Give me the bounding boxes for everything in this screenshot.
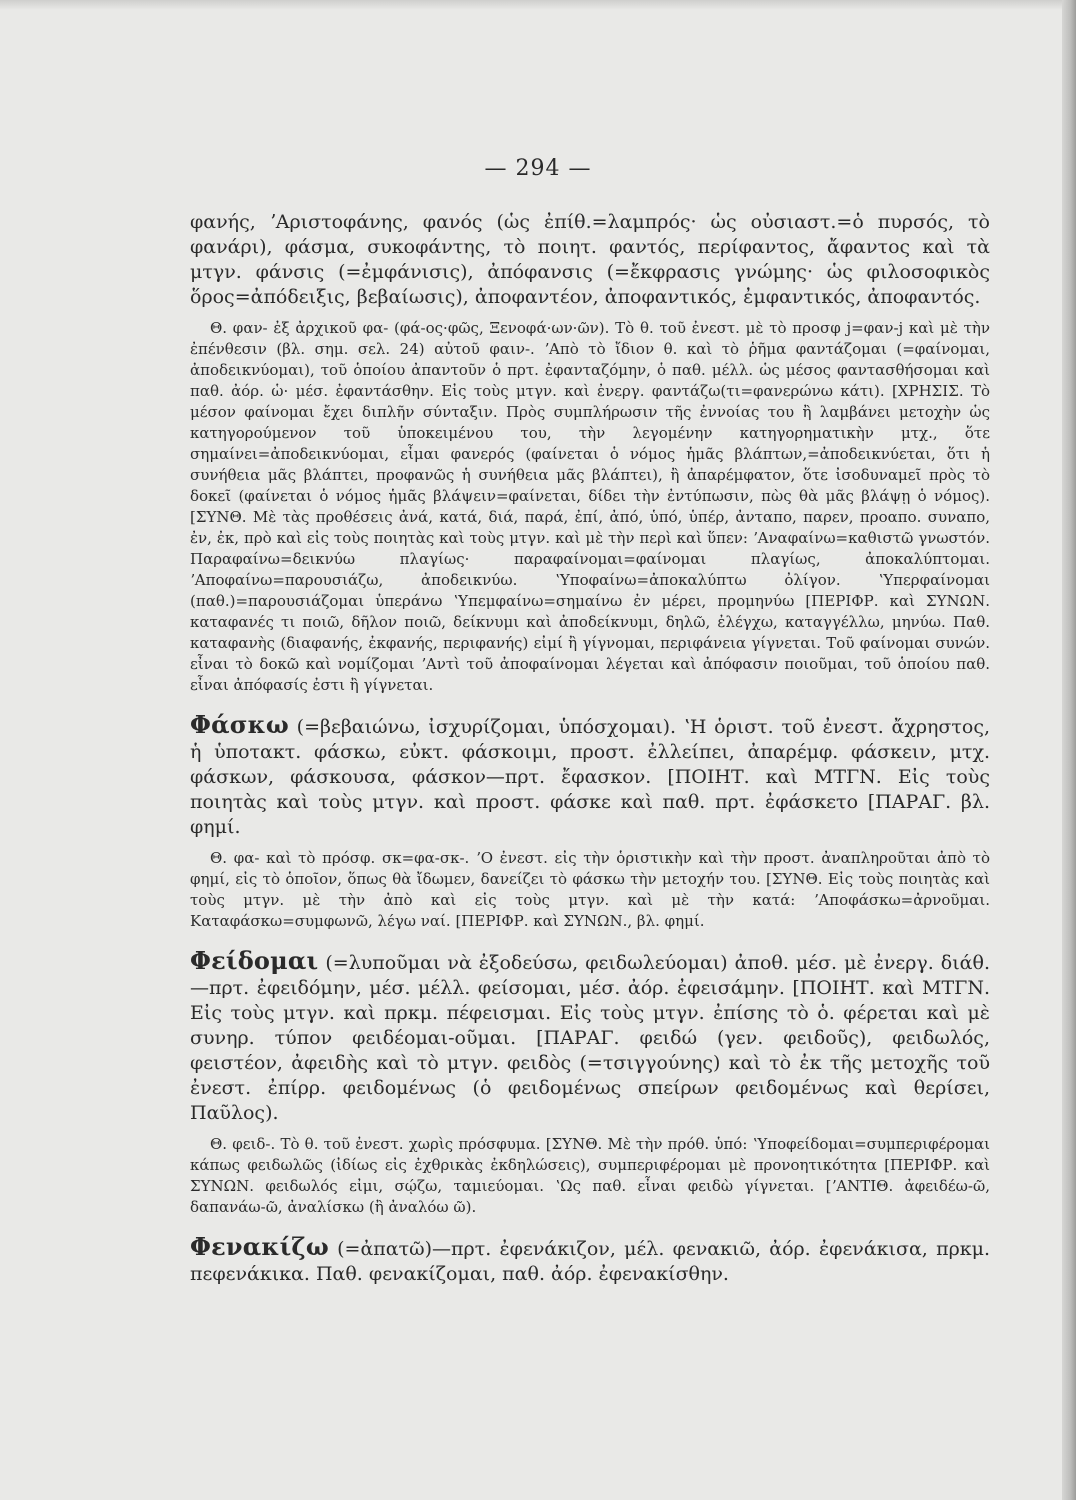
- entry-body-text: (=λυποῦμαι νὰ ἐξοδεύσω, φειδωλεύομαι) ἀποθ. μέσ. μὲ ἐνεργ. διάθ.—πρτ. ἐφειδόμην, μέσ. μέλλ. φείσομαι, μέσ. ἀόρ. ἐφεισάμην. [ΠΟΙΗΤ. καὶ ΜΤΓΝ. Εἰς τοὺς μτγν. καὶ πρκμ. πέφεισμαι. Εἰς τοὺς μτγν. ἐπίσης τὸ ὁ. φέρεται καὶ μὲ συνηρ. τύπον φειδέομαι-οῦμαι. [ΠΑΡΑΓ. φειδώ (γεν. φειδοῦς), φειδωλός, φειστέον, ἀφειδὴς καὶ τὸ μτγν. φειδὸς (=τσιγγούνης) καὶ τὸ ἐκ τῆς μετοχῆς τοῦ ἐνεστ. ἐπίρρ. φειδομένως (ὁ φειδομένως σπείρων φειδομένως καὶ θερίσει, Παῦλος).: [190, 952, 990, 1124]
- entry-headword: Φάσκω: [190, 710, 289, 739]
- entry-body-text: (=βεβαιώνω, ἰσχυρίζομαι, ὑπόσχομαι). ʽΗ ὁριστ. τοῦ ἐνεστ. ἄχρηστος, ἡ ὑποτακτ. φάσκω, εὐκτ. φάσκοιμι, προστ. ἐλλείπει, ἀπαρέμφ. φάσκειν, μτχ. φάσκων, φάσκουσα, φάσκον—πρτ. ἔφασκον. [ΠΟΙΗΤ. καὶ ΜΤΓΝ. Εἰς τοὺς ποιητὰς καὶ τοὺς μτγν. καὶ προστ. φάσκε καὶ παθ. πρτ. ἐφάσκετο [ΠΑΡΑΓ. βλ. φημί.: [190, 716, 991, 838]
- entry-phasko: [190, 712, 990, 840]
- entry-continuation-body: [190, 210, 990, 310]
- entry-phasko-etymology: Θ. φα- καὶ τὸ πρόσφ. σκ=φα-σκ-. ʼΟ ἐνεστ. εἰς τὴν ὁριστικὴν καὶ τὴν προστ. ἀναπληροῦται ἀπὸ τὸ φημί, εἰς τὸ ὁποῖον, ὅπως θὰ ἴδωμεν, δανείζει τὸ φάσκω τὴν μετοχήν του. [ΣΥΝΘ. Εἰς τοὺς ποιητὰς καὶ τοὺς μτγν. μὲ τὴν ἀπὸ καὶ εἰς τοὺς μτγν. καὶ μὲ τὴν κατά: ʼΑποφάσκω=ἀρνοῦμαι. Καταφάσκω=συμφωνῶ, λέγω ναί. [ΠΕΡΙΦΡ. καὶ ΣΥΝΩΝ., βλ. φημί.: [190, 849, 990, 930]
- page-number: — 294 —: [484, 156, 592, 181]
- entry-body-text: (=ἀπατῶ)—πρτ. ἐφενάκιζον, μέλ. φενακιῶ, ἀόρ. ἐφενάκισα, πρκμ. πεφενάκικα. Παθ. φενακίζομαι, παθ. ἀόρ. ἐφενακίσθην.: [190, 1238, 990, 1285]
- entry-continuation-text: φανής, ʼΑριστοφάνης, φανός (ὡς ἐπίθ.=λαμπρός· ὡς οὐσιαστ.=ὁ πυρσός, τὸ φανάρι), φάσμα, συκοφάντης, τὸ ποιητ. φαντός, περίφαντος, ἄφαντος καὶ τὰ μτγν. φάνσις (=ἐμφάνισις), ἀπόφανσις (=ἔκφρασις γνώμης· ὡς φιλοσοφικὸς ὅρος=ἀπόδειξις, βεβαίωσις), ἀποφαντέον, ἀποφαντικός, ἐμφαντικός, ἀποφαντός.: [190, 211, 990, 308]
- dictionary-column: [190, 210, 990, 1295]
- entry-phenakizo: [190, 1234, 990, 1287]
- page-right-edge: [1062, 0, 1076, 1500]
- entry-headword: Φείδομαι: [190, 946, 319, 975]
- entry-continuation-etymology: Θ. φαν- ἐξ ἀρχικοῦ φα- (φά-ος·φῶς, Ξενοφά·ων·ῶν). Τὸ θ. τοῦ ἐνεστ. μὲ τὸ προσφ j=φαν-j καὶ μὲ τὴν ἐπένθεσιν (βλ. σημ. σελ. 24) αὐτοῦ φαιν-. ʼΑπὸ τὸ ἴδιον θ. καὶ τὸ ῥῆμα φαντάζομαι (=φαίνομαι, ἀποδεικνύομαι), τοῦ ὁποίου ἀπαντοῦν ὁ πρτ. ἐφανταζόμην, ὁ παθ. μέλλ. ὡς μέσος φαντασθήσομαι καὶ παθ. ἀόρ. ὡ· μέσ. ἐφαντάσθην. Εἰς τοὺς μτγν. καὶ ἐνεργ. φαντάζω(τι=φανερώνω κάτι). [ΧΡΗΣΙΣ. Τὸ μέσον φαίνομαι ἔχει διπλῆν σύνταξιν. Πρὸς συμπλήρωσιν τῆς ἐννοίας του ἢ λαμβάνει μετοχὴν ὡς κατηγορούμενον τοῦ ὑποκειμένου του, τὴν λεγομένην κατηγορηματικὴν μτχ., ὅτε σημαίνει=ἀποδεικνύομαι, εἶμαι φανερός (φαίνεται ὁ νόμος ἡμᾶς βλάπτων,=ἀποδεικνύεται, ὅτι ἡ συνήθεια μᾶς βλάπτει, προφανῶς ἡ συνήθεια μᾶς βλάπτει), ἢ ἀπαρέμφατον, ὅτε ἰσοδυναμεῖ πρὸς τὸ δοκεῖ (φαίνεται ὁ νόμος ἡμᾶς βλάψειν=φαίνεται, δίδει τὴν ἐντύπωσιν, πὼς θὰ μᾶς βλάψῃ ὁ νόμος). [ΣΥΝΘ. Μὲ τὰς προθέσεις ἀνά, κατά, διά, παρά, ἐπί, ἀπό, ὑπό, ὑπέρ, ἀνταπο, παρεν, προαπο. συναπο, ἐν, ἐκ, πρὸ καὶ εἰς τοὺς ποιητὰς καὶ τοὺς μτγν. καὶ μὲ τὴν περὶ καὶ ὕπεν: ʼΑναφαίνω=καθιστῶ γνωστόν. Παραφαίνω=δεικνύω πλαγίως· παραφαίνομαι=φαίνομαι πλαγίως, ἀποκαλύπτομαι. ʼΑποφαίνω=παρουσιάζω, ἀποδεικνύω. ʽΥποφαίνω=ἀποκαλύπτω ὀλίγον. ʽΥπερφαίνομαι (παθ.)=παρουσιάζομαι ὑπεράνω ʽΥπεμφαίνω=σημαίνω ἐν μέρει, προμηνύω [ΠΕΡΙΦΡ. καὶ ΣΥΝΩΝ. καταφανές τι ποιῶ, δῆλον ποιῶ, δείκνυμι καὶ ἀποδείκνυμι, δηλῶ, ἐλέγχω, καταγγέλλω, μηνύω. Παθ. καταφανὴς (διαφανής, ἐκφανής, περιφανής) εἰμί ἢ γίγνομαι, περιφάνεια γίγνεται. Τοῦ φαίνομαι συνών. εἶναι τὸ δοκῶ καὶ νομίζομαι ʼΑντὶ τοῦ ἀποφαίνομαι λέγεται καὶ ἀπόφασιν ποιοῦμαι, τοῦ ὁποίου παθ. εἶναι ἀπόφασίς ἐστι ἢ γίγνεται.: [190, 319, 990, 694]
- entry-pheidomai-etymology: Θ. φειδ-. Τὸ θ. τοῦ ἐνεστ. χωρὶς πρόσφυμα. [ΣΥΝΘ. Μὲ τὴν πρόθ. ὑπό: ʽΥποφείδομαι=συμπεριφέρομαι κάπως φειδωλῶς (ἰδίως εἰς ἐχθρικὰς ἐκδηλώσεις), συμπεριφέρομαι μὲ προνοητικότητα [ΠΕΡΙΦΡ. καὶ ΣΥΝΩΝ. φειδωλός εἰμι, σῴζω, ταμιεύομαι. ʽΩς παθ. εἶναι φειδὼ γίγνεται. [ʼΑΝΤΙΘ. ἀφειδέω-ῶ, δαπανάω-ῶ, ἀναλίσκω (ἢ ἀναλόω ῶ).: [190, 1135, 990, 1216]
- entry-pheidomai: [190, 948, 990, 1126]
- page-top-shadow: [0, 0, 1076, 10]
- entry-headword: Φενακίζω: [190, 1232, 329, 1261]
